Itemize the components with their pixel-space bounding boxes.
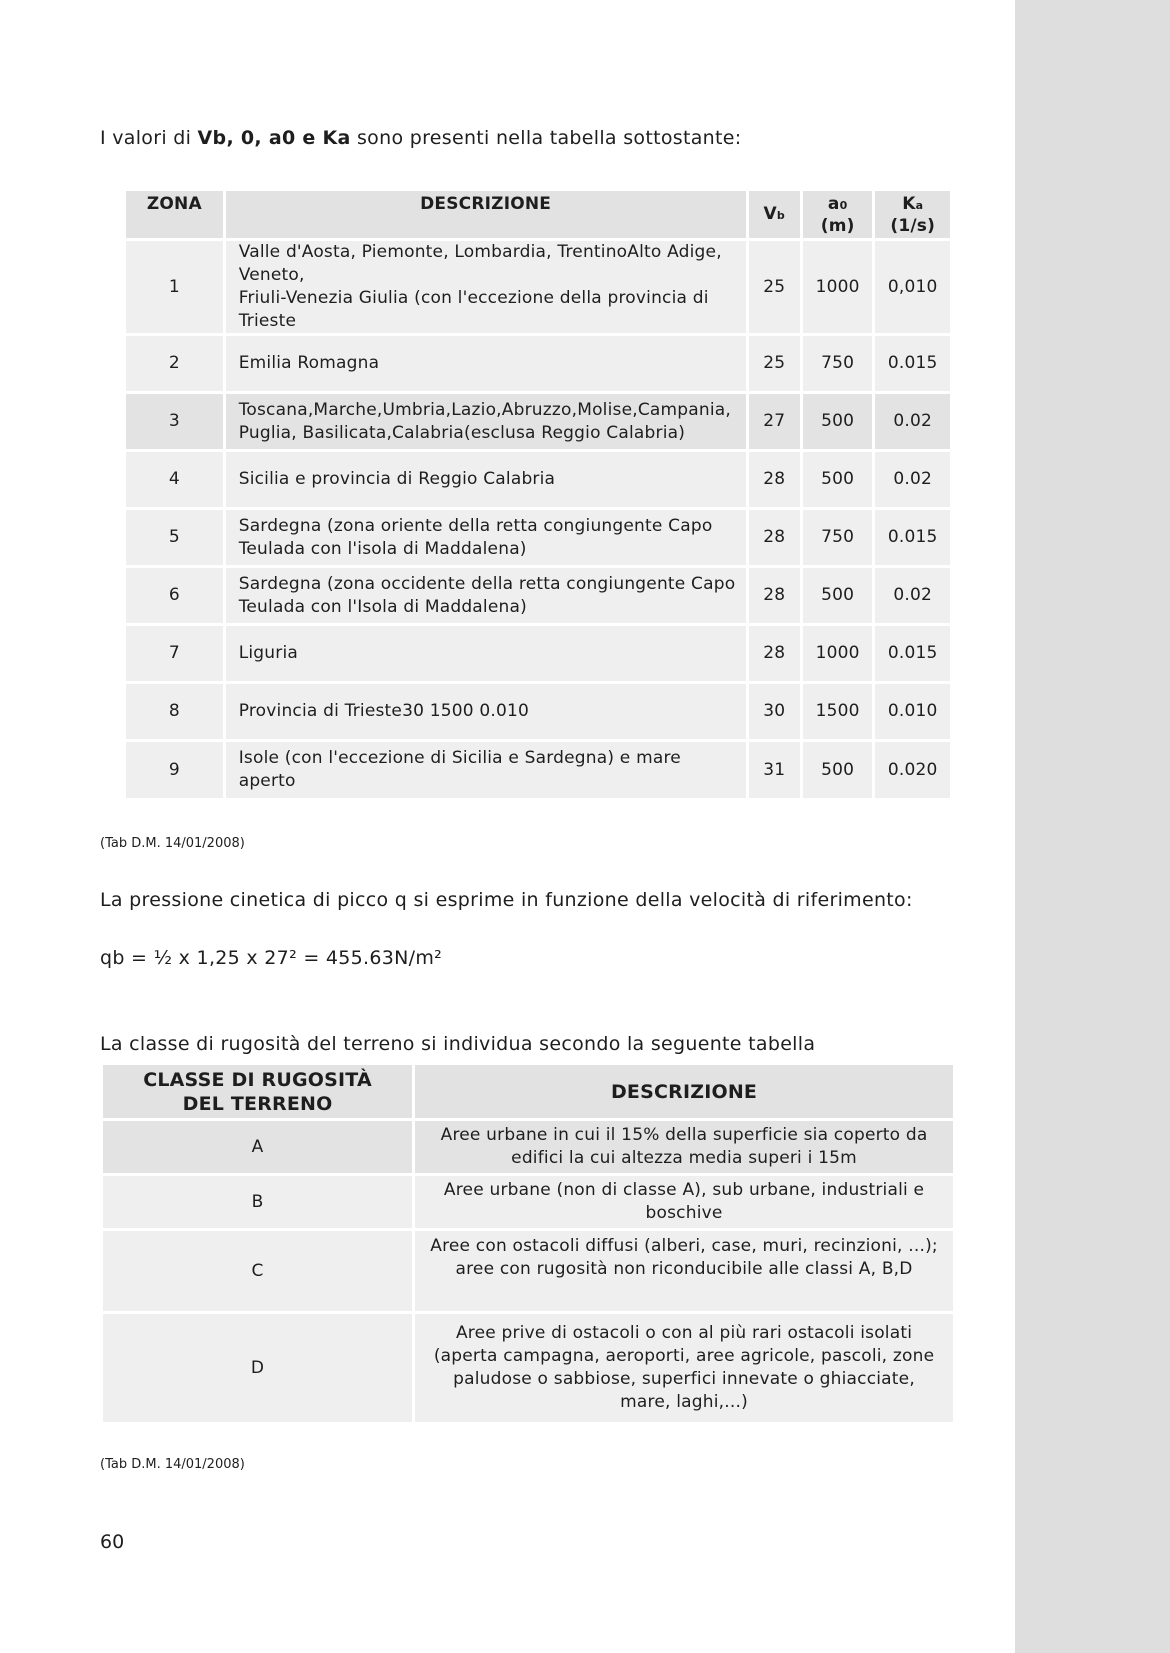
rugosity-description-line: mare, laghi,...): [620, 1392, 748, 1412]
zone-a0: 500: [803, 394, 873, 449]
zone-ka: 0.015: [875, 510, 950, 565]
rugosity-description-line: boschive: [645, 1203, 723, 1223]
zone-ka: 0.02: [875, 568, 950, 623]
zone-a0: 500: [803, 568, 873, 623]
rugosity-row: [103, 1314, 953, 1422]
zone-description-line: Sardegna (zona occidente della retta congiungente Capo: [238, 573, 736, 594]
header-vb-subscript: b: [776, 208, 785, 222]
zone-row: [126, 241, 950, 333]
header-descrizione-rugosita: DESCRIZIONE: [415, 1065, 953, 1118]
zone-number: 4: [126, 452, 223, 507]
zone-number: 7: [126, 626, 223, 681]
zone-description-line: Teulada con l'Isola di Maddalena): [238, 596, 527, 617]
rugosity-row: [103, 1121, 953, 1173]
zone-row: [126, 336, 950, 391]
header-ka: [875, 191, 950, 238]
zone-row: [126, 684, 950, 739]
rugosity-description-line: (aperta campagna, aeroporti, aree agricole, pascoli, zone: [433, 1346, 935, 1366]
zone-description: [226, 742, 746, 798]
header-vb-symbol: V: [763, 203, 777, 224]
header-ka-symbol: K: [902, 194, 916, 214]
zone-row: [126, 510, 950, 565]
zone-a0: 1000: [803, 241, 873, 333]
zone-description-line: Provincia di Trieste30 1500 0.010: [238, 701, 530, 721]
header-classe: [103, 1065, 412, 1118]
rugosity-description-line: Aree urbane in cui il 15% della superficie sia coperto da: [440, 1125, 928, 1145]
intro-paragraph: [100, 127, 741, 149]
zone-vb: 25: [749, 336, 800, 391]
zone-description-line: aperto: [238, 771, 296, 791]
wind-zones-header-row: [126, 191, 950, 238]
rugosity-description-line: aree con rugosità non riconducibile alle classi A, B,D: [455, 1259, 913, 1279]
header-classe-line: DEL TERRENO: [182, 1092, 333, 1115]
zone-number: 8: [126, 684, 223, 739]
intro-prefix: I valori di: [100, 127, 198, 149]
rugosity-class: D: [103, 1314, 412, 1422]
header-a0: [803, 191, 873, 238]
zone-description-line: Sicilia e provincia di Reggio Calabria: [238, 469, 556, 489]
zone-a0: 500: [803, 742, 873, 798]
rugosity-description: [415, 1121, 953, 1173]
zone-description-line: Teulada con l'isola di Maddalena): [238, 538, 527, 559]
zone-vb: 28: [749, 510, 800, 565]
zone-description: [226, 684, 746, 739]
rugosita-intro: La classe di rugosità del terreno si individua secondo la seguente tabella: [100, 1033, 816, 1055]
pressione-paragraph: La pressione cinetica di picco q si esprime in funzione della velocità di riferimento:: [100, 889, 913, 911]
zone-ka: 0.020: [875, 742, 950, 798]
header-a0-subscript: 0: [839, 199, 848, 212]
rugosity-class: A: [103, 1121, 412, 1173]
table1-source-note: (Tab D.M. 14/01/2008): [100, 836, 245, 851]
zone-description-line: Valle d'Aosta, Piemonte, Lombardia, TrentinoAlto Adige,: [238, 242, 722, 262]
header-a0-symbol: a: [827, 194, 840, 214]
zone-ka: 0.02: [875, 394, 950, 449]
zone-number: 6: [126, 568, 223, 623]
table2-source-note: (Tab D.M. 14/01/2008): [100, 1457, 245, 1472]
zone-description-line: Isole (con l'eccezione di Sicilia e Sardegna) e mare: [238, 748, 681, 768]
zone-number: 5: [126, 510, 223, 565]
formula-line: qb = ½ x 1,25 x 27² = 455.63N/m²: [100, 947, 443, 969]
zone-vb: 30: [749, 684, 800, 739]
rugosity-description: [415, 1231, 953, 1311]
zone-a0: 500: [803, 452, 873, 507]
rugosity-class: B: [103, 1176, 412, 1228]
zone-description: [226, 626, 746, 681]
zone-a0: 1000: [803, 626, 873, 681]
zone-description-line: Emilia Romagna: [238, 353, 380, 373]
header-ka-subscript: a: [915, 199, 924, 212]
intro-suffix: sono presenti nella tabella sottostante:: [350, 127, 742, 149]
zone-description: [226, 568, 746, 623]
rugosity-description: [415, 1314, 953, 1422]
zone-description-line: Veneto,: [238, 265, 305, 285]
rugosity-description-line: edifici la cui altezza media superi i 15m: [511, 1148, 857, 1168]
zone-vb: 25: [749, 241, 800, 333]
zone-ka: 0.015: [875, 626, 950, 681]
zone-row: [126, 394, 950, 449]
zone-ka: 0,010: [875, 241, 950, 333]
zone-description: [226, 394, 746, 449]
zone-ka: 0.02: [875, 452, 950, 507]
rugosity-header-row: [103, 1065, 953, 1118]
intro-bold-symbols: Vb, 0, a0 e Ka: [197, 127, 351, 149]
zone-description-line: Trieste: [238, 311, 297, 331]
header-a0-unit: (m): [820, 216, 855, 236]
zone-description-line: Puglia, Basilicata,Calabria(esclusa Reggio Calabria): [238, 422, 686, 443]
zone-number: 3: [126, 394, 223, 449]
rugosity-description-line: Aree prive di ostacoli o con al più rari ostacoli isolati: [455, 1323, 913, 1343]
header-descrizione: DESCRIZIONE: [226, 191, 746, 238]
zone-number: 2: [126, 336, 223, 391]
zone-ka: 0.010: [875, 684, 950, 739]
page-sidebar-band: [1015, 0, 1170, 1653]
zone-row: [126, 568, 950, 623]
zone-description: [226, 510, 746, 565]
page-number: 60: [100, 1531, 125, 1553]
zone-vb: 28: [749, 452, 800, 507]
zone-description: [226, 241, 746, 333]
zone-number: 9: [126, 742, 223, 798]
zone-number: 1: [126, 241, 223, 333]
rugosity-description-line: paludose o sabbiose, superfici innevate o ghiacciate,: [453, 1369, 915, 1389]
zone-description-line: Sardegna (zona oriente della retta congiungente Capo: [238, 515, 713, 536]
zone-vb: 27: [749, 394, 800, 449]
zone-description-line: Friuli-Venezia Giulia (con l'eccezione della provincia di: [238, 288, 709, 308]
wind-zones-table: [123, 188, 953, 801]
zone-a0: 750: [803, 510, 873, 565]
rugosity-row: [103, 1176, 953, 1228]
zone-ka: 0.015: [875, 336, 950, 391]
rugosity-row: [103, 1231, 953, 1311]
header-vb: [749, 191, 800, 238]
header-zona: ZONA: [126, 191, 223, 238]
zone-row: [126, 626, 950, 681]
rugosity-table: [100, 1062, 956, 1425]
zone-description-line: Toscana,Marche,Umbria,Lazio,Abruzzo,Molise,Campania,: [238, 399, 732, 420]
zone-a0: 750: [803, 336, 873, 391]
header-classe-line: CLASSE DI RUGOSITÀ: [143, 1068, 372, 1091]
zone-description: [226, 452, 746, 507]
header-ka-unit: (1/s): [890, 216, 936, 236]
zone-vb: 31: [749, 742, 800, 798]
rugosity-description-line: Aree urbane (non di classe A), sub urbane, industriali e: [443, 1180, 925, 1200]
rugosity-description: [415, 1176, 953, 1228]
zone-row: [126, 452, 950, 507]
rugosity-description-line: Aree con ostacoli diffusi (alberi, case, muri, recinzioni, ...);: [430, 1236, 938, 1256]
zone-vb: 28: [749, 626, 800, 681]
zone-description: [226, 336, 746, 391]
zone-vb: 28: [749, 568, 800, 623]
zone-row: [126, 742, 950, 798]
zone-a0: 1500: [803, 684, 873, 739]
zone-description-line: Liguria: [238, 643, 298, 663]
rugosity-class: C: [103, 1231, 412, 1311]
